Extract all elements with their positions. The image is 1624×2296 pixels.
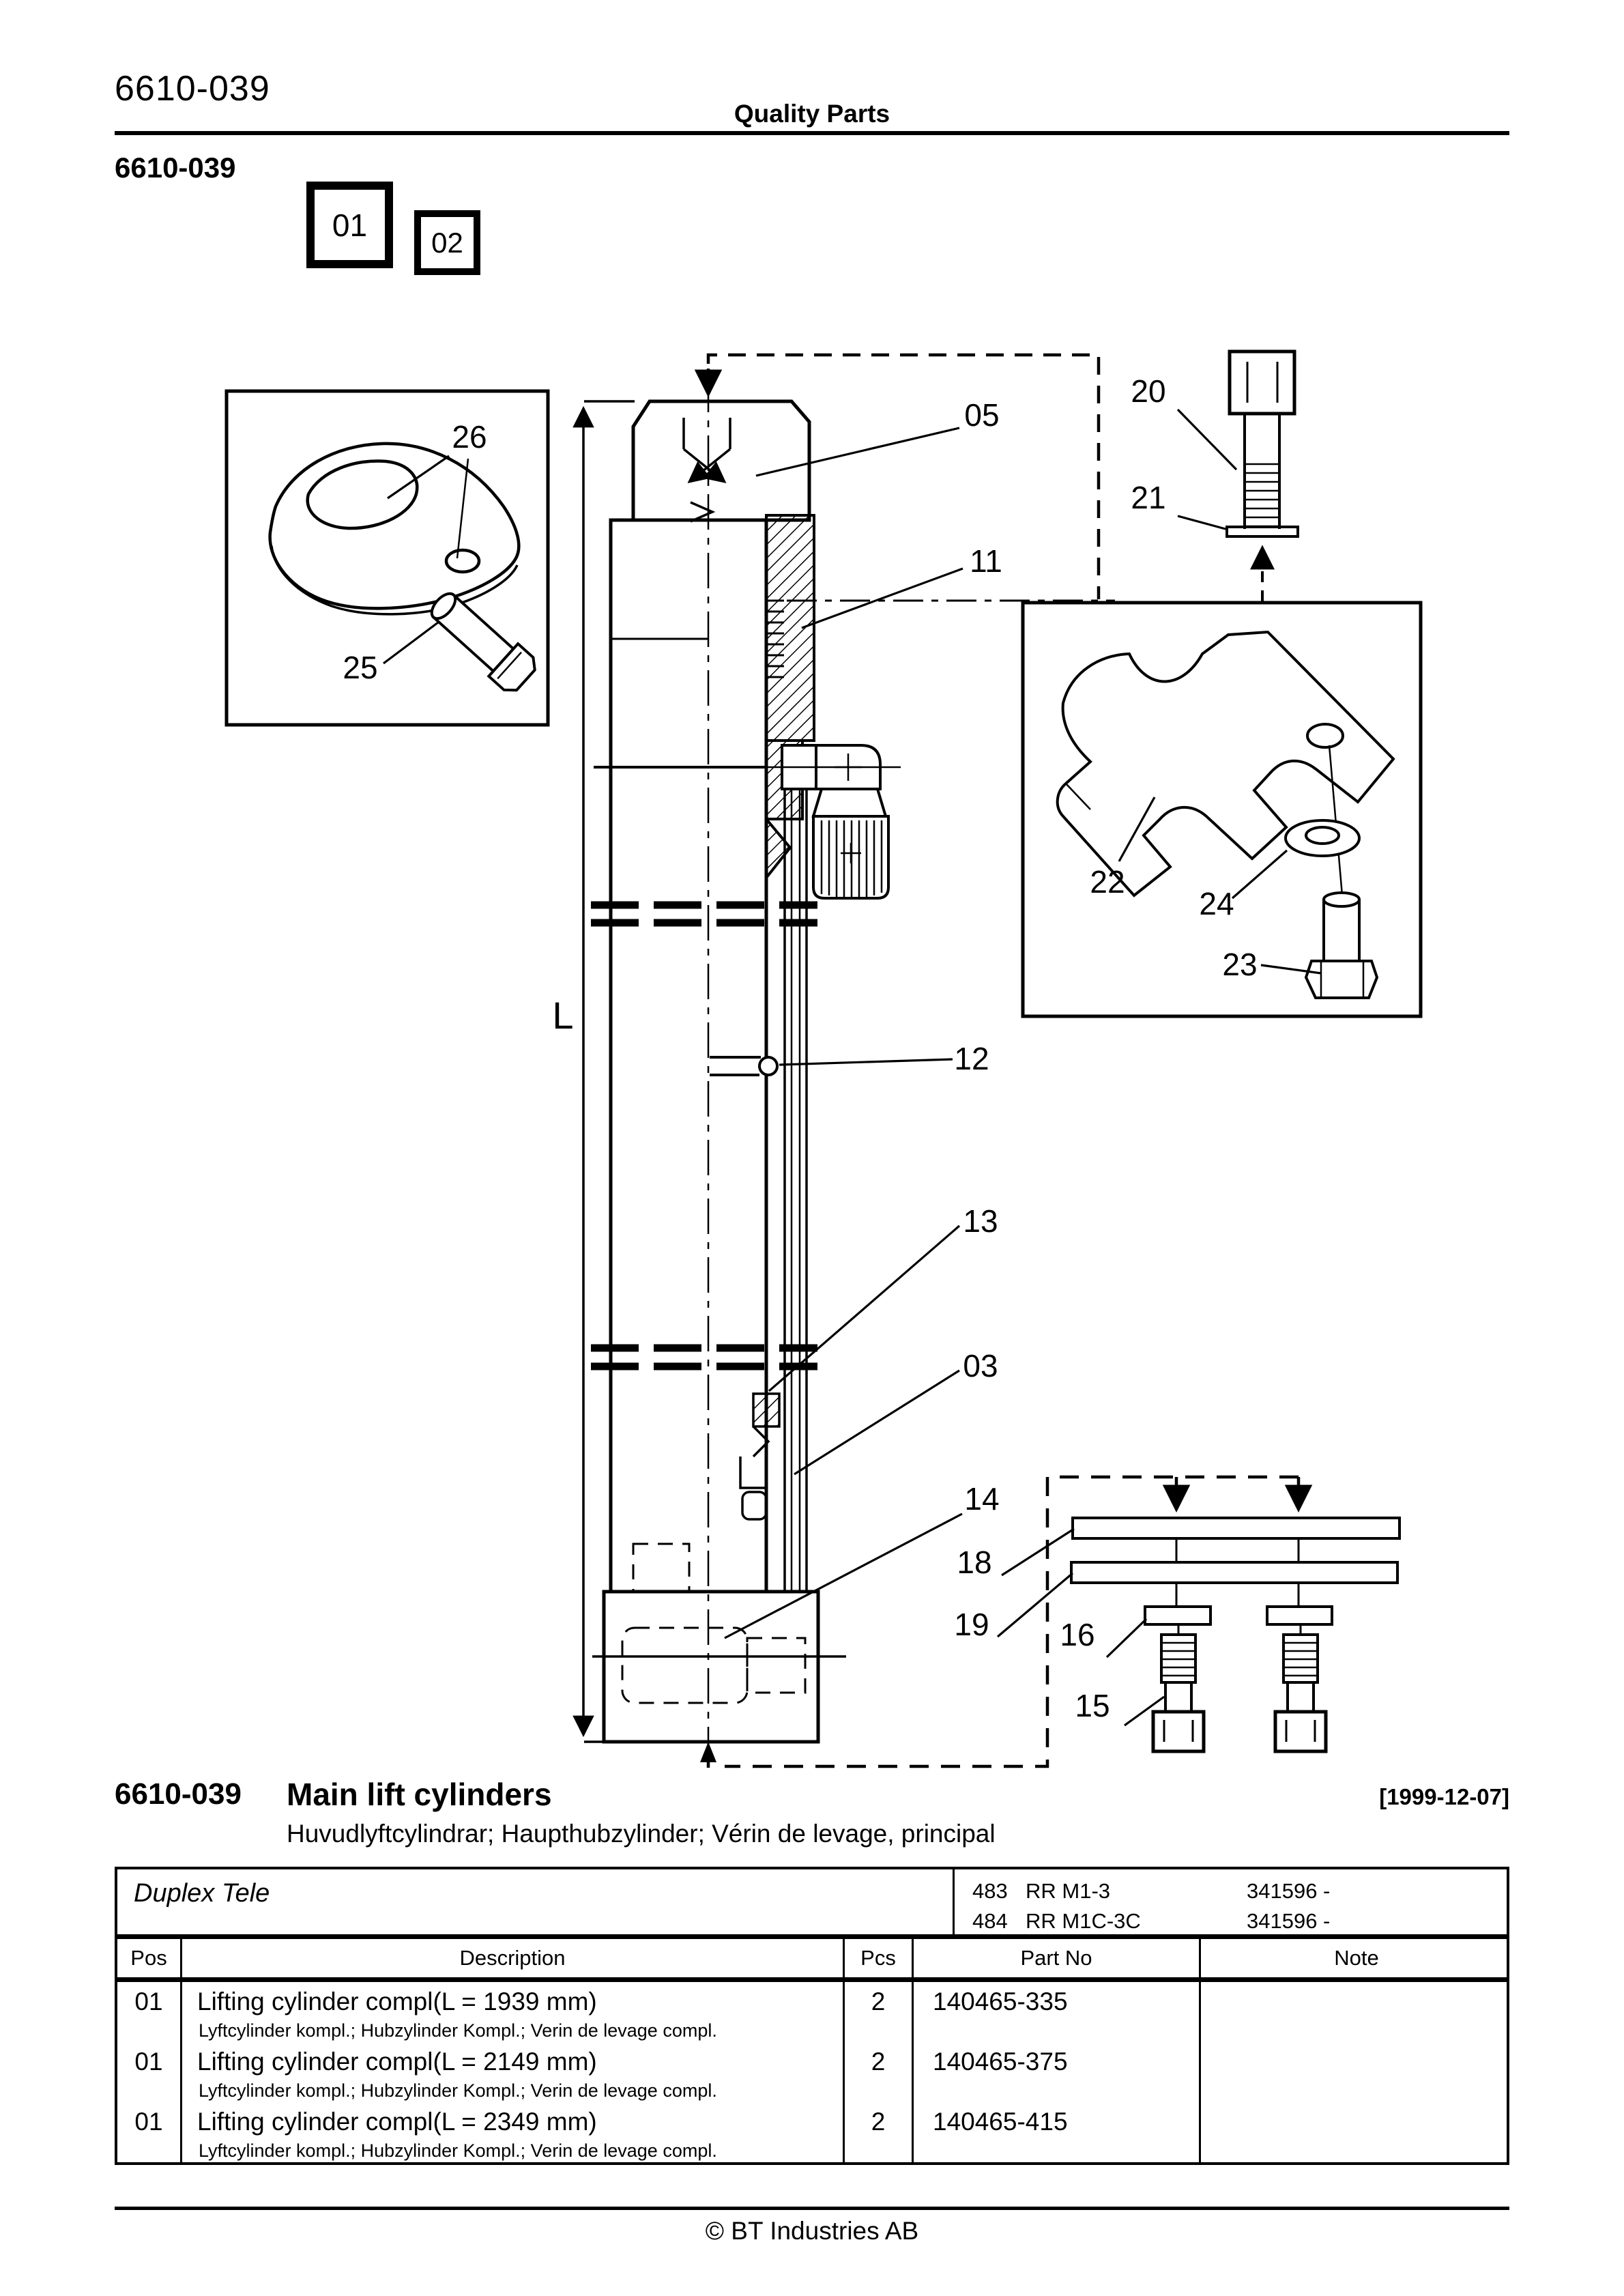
col-header-partno: Part No: [912, 1939, 1199, 1977]
row-note: [1199, 2102, 1512, 2162]
model-code: 484: [972, 1909, 1008, 1933]
row-description: [180, 2042, 843, 2102]
bolt-25: [423, 584, 540, 696]
callout-12: 12: [954, 1041, 989, 1076]
mount-bars: [1071, 1518, 1400, 1607]
foot-arrow: [700, 1742, 716, 1762]
model-code: 483: [972, 1879, 1008, 1903]
footer-copyright: © BT Industries AB: [705, 2217, 919, 2245]
dimension-L-label: L: [552, 994, 574, 1037]
row-description: [180, 1982, 843, 2042]
section-date: [1999-12-07]: [1379, 1784, 1509, 1809]
callout-23: 23: [1222, 947, 1258, 982]
callout-20: 20: [1131, 373, 1166, 409]
clamp-plate-26: [270, 444, 519, 614]
row-note: [1199, 1982, 1512, 2042]
row-pos: 01: [134, 2048, 163, 2076]
cylinder-foot: [592, 1544, 846, 1742]
row-description-main: Lifting cylinder compl(L = 1939 mm): [197, 1988, 597, 2015]
callout-21: 21: [1131, 480, 1166, 515]
row-note: [1199, 2042, 1512, 2102]
row-partno: 140465-335: [912, 1982, 1199, 2042]
model-name: RR M1C-3C: [1026, 1909, 1141, 1933]
table-header-row: [117, 1939, 1507, 1977]
section-subtitle: Huvudlyftcylindrar; Haupthubzylinder; Vérin de levage, principal: [287, 1820, 996, 1848]
callout-24: 24: [1199, 886, 1234, 921]
bracket-22: [1058, 632, 1393, 895]
valve-symbol: [684, 418, 730, 521]
bolt-23: [1306, 893, 1377, 998]
section-title: Main lift cylinders: [287, 1777, 552, 1812]
lock-plates-16: [1145, 1607, 1332, 1624]
callout-19: 19: [954, 1607, 989, 1642]
col-header-pcs: Pcs: [843, 1939, 912, 1977]
header-quality-parts: Quality Parts: [734, 100, 890, 128]
page-doc-number: 6610-039: [115, 69, 270, 109]
row-description: [180, 2102, 843, 2162]
footer-rule: [115, 2207, 1509, 2210]
section-number: 6610-039: [115, 1777, 242, 1811]
bolt-20: [1230, 351, 1294, 529]
row-partno: 140465-375: [912, 2042, 1199, 2102]
model-row: [955, 1906, 1507, 1936]
model-name: RR M1-3: [1026, 1879, 1111, 1903]
plate-hole-line: [457, 459, 468, 558]
callout-03: 03: [963, 1348, 998, 1383]
washer-24: [1286, 820, 1359, 856]
col-header-description: Description: [180, 1939, 843, 1977]
callout-05: 05: [964, 397, 1000, 433]
row-partno: 140465-415: [912, 2102, 1199, 2162]
row-description-sub: Lyftcylinder kompl.; Hubzylinder Kompl.; Verin de levage compl.: [199, 2140, 717, 2161]
model-band: [117, 1869, 1507, 1934]
parts-table: [115, 1867, 1509, 2165]
callout-25: 25: [343, 650, 378, 685]
callout-22: 22: [1090, 864, 1125, 900]
callout-11: 11: [970, 543, 1002, 579]
washer-21: [1227, 527, 1298, 536]
callout-18: 18: [957, 1545, 992, 1580]
row-pos: 01: [134, 1988, 163, 2015]
hydraulic-pipe: [785, 789, 807, 1592]
page-doc-number-bold: 6610-039: [115, 152, 236, 184]
callout-16: 16: [1060, 1617, 1095, 1652]
table-body: [117, 1982, 1507, 2162]
pin-part: [710, 1057, 777, 1075]
row-description-sub: Lyftcylinder kompl.; Hubzylinder Kompl.; Verin de levage compl.: [199, 2080, 717, 2101]
col-header-pos: Pos: [130, 1946, 167, 1970]
figure-ref-label-01: 01: [332, 207, 368, 243]
model-row: [955, 1876, 1507, 1906]
col-header-note: Note: [1199, 1939, 1512, 1977]
row-description-sub: Lyftcylinder kompl.; Hubzylinder Kompl.; Verin de levage compl.: [199, 2020, 717, 2041]
row-description-main: Lifting cylinder compl(L = 2349 mm): [197, 2108, 597, 2136]
model-list: [955, 1869, 1507, 1934]
row-pos: 01: [134, 2108, 163, 2136]
callout-15: 15: [1075, 1688, 1110, 1723]
lower-seal: [740, 1394, 779, 1519]
row-description-main: Lifting cylinder compl(L = 2149 mm): [197, 2048, 597, 2076]
row-pcs: 2: [843, 2102, 912, 2162]
row-pcs: 2: [843, 1982, 912, 2042]
band-clamps: [591, 905, 817, 1366]
model-serial: 341596 -: [1247, 1909, 1331, 1933]
model-serial: 341596 -: [1247, 1879, 1331, 1903]
callout-26: 26: [452, 419, 487, 455]
callout-13: 13: [963, 1203, 998, 1239]
bolts-15: [1153, 1624, 1326, 1751]
figure-ref-label-02: 02: [431, 226, 463, 259]
row-pcs: 2: [843, 2042, 912, 2102]
callout-14: 14: [964, 1481, 1000, 1517]
model-label: Duplex Tele: [117, 1869, 955, 1934]
table-rule: [117, 1977, 1507, 1982]
